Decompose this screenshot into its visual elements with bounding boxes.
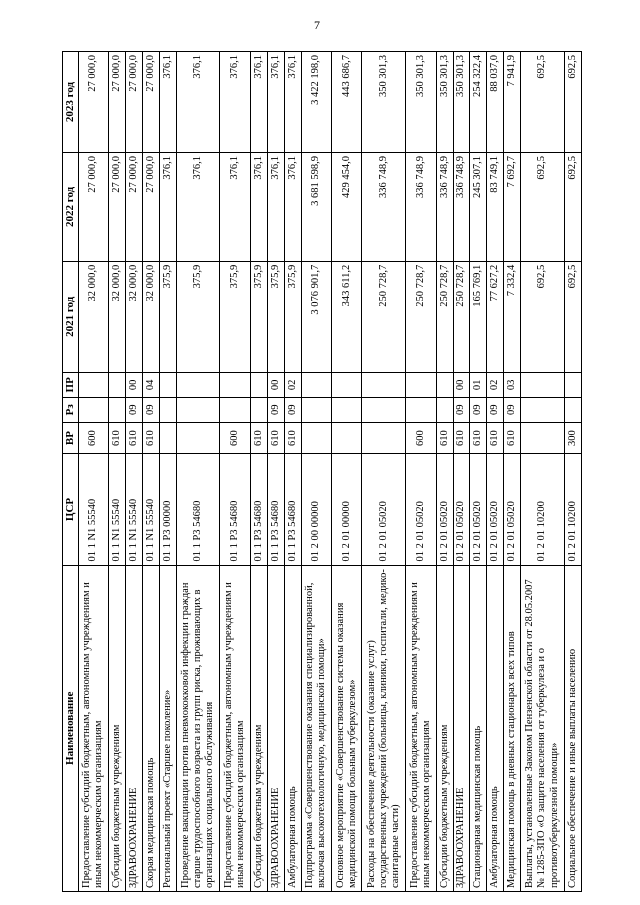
cell-rz xyxy=(331,397,361,422)
cell-2023: 376,1 xyxy=(220,52,250,153)
cell-vr: 610 xyxy=(487,422,504,454)
cell-2022: 7 692,7 xyxy=(504,152,521,261)
cell-vr: 610 xyxy=(142,422,159,454)
cell-2021: 7 332,4 xyxy=(504,261,521,372)
cell-rz: 09 xyxy=(504,397,521,422)
cell-2022: 336 748,9 xyxy=(362,152,406,261)
cell-pr: 00 xyxy=(125,372,142,397)
cell-vr: 610 xyxy=(453,422,470,454)
cell-2022: 27 000,0 xyxy=(78,152,108,261)
cell-pr: 01 xyxy=(470,372,487,397)
cell-csr: 01 2 01 05020 xyxy=(504,454,521,565)
cell-2022: 3 681 598,9 xyxy=(301,152,331,261)
cell-pr xyxy=(250,372,267,397)
cell-pr: 03 xyxy=(504,372,521,397)
cell-2023: 350 301,3 xyxy=(362,52,406,153)
cell-csr: 01 1 N1 55540 xyxy=(142,454,159,565)
cell-name: ЗДРАВООХРАНЕНИЕ xyxy=(267,565,284,891)
cell-vr xyxy=(362,422,406,454)
cell-name: Амбулаторная помощь xyxy=(487,565,504,891)
cell-pr: 00 xyxy=(453,372,470,397)
cell-vr: 610 xyxy=(267,422,284,454)
cell-2021: 3 076 901,7 xyxy=(301,261,331,372)
cell-2022: 27 000,0 xyxy=(109,152,126,261)
table-row xyxy=(487,52,504,892)
cell-rz: 09 xyxy=(470,397,487,422)
cell-vr: 610 xyxy=(504,422,521,454)
cell-name: Субсидии бюджетным учреждениям xyxy=(109,565,126,891)
cell-vr xyxy=(521,422,565,454)
cell-csr: 01 2 01 00000 xyxy=(331,454,361,565)
cell-2023: 88 037,0 xyxy=(487,52,504,153)
cell-2023: 376,1 xyxy=(250,52,267,153)
cell-2023: 3 422 198,0 xyxy=(301,52,331,153)
table-row xyxy=(521,52,565,892)
cell-2023: 376,1 xyxy=(159,52,176,153)
cell-vr xyxy=(331,422,361,454)
cell-name: Подпрограмма «Совершенствование оказания специализированной, включая высокотехнологичную, медицинской помощи» xyxy=(301,565,331,891)
cell-2022: 336 748,9 xyxy=(406,152,436,261)
cell-2023: 7 941,9 xyxy=(504,52,521,153)
cell-name: Выплаты, установленные Законом Пензенской области от 28.05.2007 № 1285-ЗПО «О защите населения от туберкулеза и о противотуберкулезной помощи» xyxy=(521,565,565,891)
page-number: 7 xyxy=(314,18,320,32)
cell-2023: 27 000,0 xyxy=(78,52,108,153)
table-header-row xyxy=(63,52,79,892)
cell-pr xyxy=(78,372,108,397)
cell-csr: 01 2 01 05020 xyxy=(470,454,487,565)
cell-pr: 02 xyxy=(487,372,504,397)
cell-name: Стационарная медицинская помощь xyxy=(470,565,487,891)
cell-2021: 32 000,0 xyxy=(142,261,159,372)
cell-name: Субсидии бюджетным учреждениям xyxy=(250,565,267,891)
cell-vr: 300 xyxy=(564,422,581,454)
cell-csr: 01 2 00 00000 xyxy=(301,454,331,565)
cell-name: Медицинская помощь в дневных стационарах всех типов xyxy=(504,565,521,891)
table-row xyxy=(142,52,159,892)
cell-2021: 375,9 xyxy=(284,261,301,372)
cell-2022: 429 454,0 xyxy=(331,152,361,261)
cell-2023: 27 000,0 xyxy=(109,52,126,153)
cell-pr xyxy=(159,372,176,397)
cell-csr: 01 1 P3 54680 xyxy=(176,454,220,565)
cell-vr: 610 xyxy=(109,422,126,454)
cell-name: Проведение вакцинации против пневмококковой инфекции граждан старше трудоспособного возраста из групп риска, проживающих в организациях социального обслуживания xyxy=(176,565,220,891)
cell-pr xyxy=(564,372,581,397)
table-row xyxy=(331,52,361,892)
cell-rz xyxy=(521,397,565,422)
cell-2023: 376,1 xyxy=(284,52,301,153)
cell-csr: 01 2 01 10200 xyxy=(521,454,565,565)
cell-rz xyxy=(564,397,581,422)
header-csr: ЦСР xyxy=(63,454,79,565)
cell-2021: 375,9 xyxy=(220,261,250,372)
table-body xyxy=(78,52,581,892)
cell-name: Предоставление субсидий бюджетным, автономным учреждениям и иным некоммерческим организациям xyxy=(406,565,436,891)
cell-rz xyxy=(436,397,453,422)
cell-name: Социальное обеспечение и иные выплаты населению xyxy=(564,565,581,891)
cell-csr: 01 2 01 05020 xyxy=(436,454,453,565)
cell-csr: 01 1 P3 54680 xyxy=(284,454,301,565)
cell-name: Основное мероприятие «Совершенствование системы оказания медицинской помощи больным туберкулезом» xyxy=(331,565,361,891)
cell-name: Амбулаторная помощь xyxy=(284,565,301,891)
cell-pr xyxy=(220,372,250,397)
cell-rz: 09 xyxy=(142,397,159,422)
cell-2021: 32 000,0 xyxy=(125,261,142,372)
cell-2022: 692,5 xyxy=(521,152,565,261)
cell-2023: 692,5 xyxy=(564,52,581,153)
cell-pr xyxy=(301,372,331,397)
cell-rz xyxy=(301,397,331,422)
cell-pr xyxy=(436,372,453,397)
table-row xyxy=(301,52,331,892)
cell-2021: 77 627,2 xyxy=(487,261,504,372)
cell-pr xyxy=(406,372,436,397)
cell-vr xyxy=(159,422,176,454)
cell-vr xyxy=(301,422,331,454)
cell-2021: 32 000,0 xyxy=(78,261,108,372)
cell-rz: 09 xyxy=(453,397,470,422)
cell-2023: 27 000,0 xyxy=(125,52,142,153)
cell-name: ЗДРАВООХРАНЕНИЕ xyxy=(453,565,470,891)
cell-csr: 01 1 P3 54680 xyxy=(220,454,250,565)
cell-name: Предоставление субсидий бюджетным, автономным учреждениям и иным некоммерческим организациям xyxy=(220,565,250,891)
cell-2021: 250 728,7 xyxy=(436,261,453,372)
cell-csr: 01 2 01 05020 xyxy=(362,454,406,565)
cell-pr: 04 xyxy=(142,372,159,397)
cell-2023: 443 686,7 xyxy=(331,52,361,153)
header-2023: 2023 год xyxy=(63,52,79,153)
cell-rz xyxy=(78,397,108,422)
cell-2021: 32 000,0 xyxy=(109,261,126,372)
cell-2023: 692,5 xyxy=(521,52,565,153)
cell-2021: 343 611,2 xyxy=(331,261,361,372)
cell-2023: 350 301,3 xyxy=(436,52,453,153)
cell-vr xyxy=(176,422,220,454)
table-row xyxy=(109,52,126,892)
cell-csr: 01 1 N1 55540 xyxy=(78,454,108,565)
cell-2022: 692,5 xyxy=(564,152,581,261)
cell-rz xyxy=(176,397,220,422)
budget-table-rotated xyxy=(62,51,582,892)
table-row xyxy=(125,52,142,892)
table-row xyxy=(362,52,406,892)
cell-2021: 250 728,7 xyxy=(406,261,436,372)
cell-2022: 376,1 xyxy=(250,152,267,261)
header-name: Наименование xyxy=(63,565,79,891)
cell-name: ЗДРАВООХРАНЕНИЕ xyxy=(125,565,142,891)
table-row xyxy=(267,52,284,892)
table-row xyxy=(564,52,581,892)
cell-pr xyxy=(521,372,565,397)
table-row xyxy=(453,52,470,892)
cell-pr xyxy=(109,372,126,397)
cell-2021: 250 728,7 xyxy=(453,261,470,372)
cell-vr: 600 xyxy=(220,422,250,454)
cell-rz: 09 xyxy=(125,397,142,422)
cell-rz: 09 xyxy=(267,397,284,422)
cell-vr: 600 xyxy=(78,422,108,454)
cell-2021: 375,9 xyxy=(176,261,220,372)
cell-vr: 610 xyxy=(250,422,267,454)
cell-2023: 376,1 xyxy=(267,52,284,153)
cell-2022: 336 748,9 xyxy=(453,152,470,261)
cell-2023: 350 301,3 xyxy=(453,52,470,153)
cell-2021: 250 728,7 xyxy=(362,261,406,372)
cell-csr: 01 2 01 05020 xyxy=(453,454,470,565)
cell-pr xyxy=(176,372,220,397)
cell-name: Субсидии бюджетным учреждениям xyxy=(436,565,453,891)
cell-name: Предоставление субсидий бюджетным, автономным учреждениям и иным некоммерческим организациям xyxy=(78,565,108,891)
cell-csr: 01 1 N1 55540 xyxy=(109,454,126,565)
table-row xyxy=(436,52,453,892)
cell-pr: 00 xyxy=(267,372,284,397)
cell-2022: 336 748,9 xyxy=(436,152,453,261)
table-row xyxy=(250,52,267,892)
cell-vr: 610 xyxy=(284,422,301,454)
cell-csr: 01 2 01 10200 xyxy=(564,454,581,565)
cell-2023: 254 322,4 xyxy=(470,52,487,153)
cell-2021: 692,5 xyxy=(521,261,565,372)
table-row xyxy=(159,52,176,892)
cell-2021: 375,9 xyxy=(267,261,284,372)
cell-2022: 376,1 xyxy=(220,152,250,261)
table-row xyxy=(406,52,436,892)
cell-name: Скорая медицинская помощь xyxy=(142,565,159,891)
cell-vr: 610 xyxy=(436,422,453,454)
header-rz: Рз xyxy=(63,397,79,422)
cell-2022: 376,1 xyxy=(176,152,220,261)
cell-2023: 376,1 xyxy=(176,52,220,153)
cell-rz xyxy=(220,397,250,422)
cell-csr: 01 1 N1 55540 xyxy=(125,454,142,565)
cell-2022: 376,1 xyxy=(267,152,284,261)
cell-rz xyxy=(362,397,406,422)
table-row xyxy=(176,52,220,892)
cell-pr xyxy=(331,372,361,397)
header-2021: 2021 год xyxy=(63,261,79,372)
cell-2022: 245 307,1 xyxy=(470,152,487,261)
cell-vr: 610 xyxy=(125,422,142,454)
cell-rz xyxy=(159,397,176,422)
cell-rz: 09 xyxy=(487,397,504,422)
cell-2022: 27 000,0 xyxy=(142,152,159,261)
cell-rz xyxy=(109,397,126,422)
table-row xyxy=(78,52,108,892)
cell-2022: 83 749,1 xyxy=(487,152,504,261)
cell-2021: 375,9 xyxy=(159,261,176,372)
cell-rz: 09 xyxy=(284,397,301,422)
cell-rz xyxy=(250,397,267,422)
table-row xyxy=(220,52,250,892)
table-row xyxy=(470,52,487,892)
budget-table xyxy=(62,51,582,892)
header-2022: 2022 год xyxy=(63,152,79,261)
table-row xyxy=(504,52,521,892)
cell-csr: 01 1 P3 00000 xyxy=(159,454,176,565)
cell-2021: 165 769,1 xyxy=(470,261,487,372)
cell-2022: 376,1 xyxy=(159,152,176,261)
cell-name: Региональный проект «Старшее поколение» xyxy=(159,565,176,891)
cell-2022: 376,1 xyxy=(284,152,301,261)
cell-rz xyxy=(406,397,436,422)
cell-csr: 01 1 P3 54680 xyxy=(250,454,267,565)
cell-pr: 02 xyxy=(284,372,301,397)
cell-vr: 600 xyxy=(406,422,436,454)
cell-2022: 27 000,0 xyxy=(125,152,142,261)
cell-vr: 610 xyxy=(470,422,487,454)
cell-name: Расходы на обеспечение деятельности (оказание услуг) государственных учреждений (больницы, клиники, госпитали, медико-санитарные части) xyxy=(362,565,406,891)
header-pr: ПР xyxy=(63,372,79,397)
cell-2023: 27 000,0 xyxy=(142,52,159,153)
cell-pr xyxy=(362,372,406,397)
cell-csr: 01 2 01 05020 xyxy=(487,454,504,565)
cell-2023: 350 301,3 xyxy=(406,52,436,153)
cell-2021: 692,5 xyxy=(564,261,581,372)
table-row xyxy=(284,52,301,892)
cell-csr: 01 1 P3 54680 xyxy=(267,454,284,565)
header-vr: ВР xyxy=(63,422,79,454)
cell-2021: 375,9 xyxy=(250,261,267,372)
cell-csr: 01 2 01 05020 xyxy=(406,454,436,565)
